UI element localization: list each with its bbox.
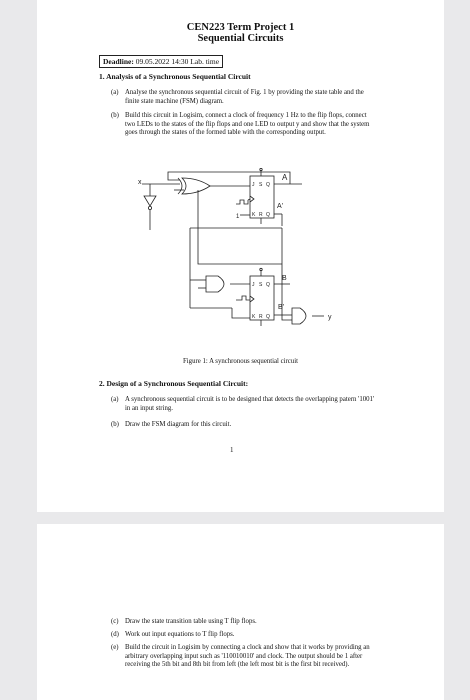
deadline-box	[99, 55, 223, 68]
ffb-pin-k: K	[252, 314, 256, 320]
item-1b-text: Build this circuit in Logisim, connect a clock of frequency 1 Hz to the flip flops, connect two LEDs to the states of the flip flops and one LED to output y and show that the system goes through the states of the formed table with the corresponding output.	[125, 112, 370, 137]
item-2e-text: Build the circuit in Logisim by connecting a clock and show that it works by providing an arbitrary overlapping input such as '110010010' and clock. The output should be 1 after receiving the 5th bit and 8th bit from left (the left most bit is the first bit received).	[125, 644, 370, 669]
item-1a-label: (a)	[111, 89, 119, 96]
ffb-pin-qbar: Q	[266, 314, 270, 320]
circuit-diagram	[132, 168, 342, 352]
item-2b-label: (b)	[111, 421, 119, 428]
ffa-pin-j: J	[252, 182, 255, 188]
label-A-bar: A'	[277, 203, 284, 210]
item-2c-text: Draw the state transition table using T flip flops.	[125, 618, 257, 625]
item-2d-label: (d)	[111, 631, 119, 638]
figure-caption: Figure 1: A synchronous sequential circuit	[183, 358, 298, 365]
ffb-pin-j: J	[252, 282, 255, 288]
label-B: B	[282, 275, 287, 282]
section-1-heading: 1. Analysis of a Synchronous Sequential Circuit	[99, 72, 251, 81]
ffb-pin-s: S	[259, 282, 263, 288]
deadline-label: Deadline:	[103, 57, 134, 66]
item-1a	[111, 89, 377, 109]
item-2d	[111, 631, 377, 641]
doc-title: CEN223 Term Project 1	[186, 22, 295, 33]
item-2a-text: A synchronous sequential circuit is to be designed that detects the overlapping patern '1001' in an input string.	[125, 396, 375, 412]
item-2c	[111, 618, 377, 628]
item-1b-label: (b)	[111, 112, 119, 119]
item-2b	[111, 421, 377, 431]
item-2e-label: (e)	[111, 644, 119, 651]
item-2d-text: Work out input equations to T flip flops.	[125, 631, 235, 638]
item-2b-text: Draw the FSM diagram for this circuit.	[125, 421, 232, 428]
item-2a-label: (a)	[111, 396, 119, 403]
doc-subtitle: Sequential Circuits	[197, 33, 284, 44]
item-2a	[111, 396, 377, 416]
ffa-pin-q: Q	[266, 182, 270, 188]
item-1a-text: Analyse the synchronous sequential circuit of Fig. 1 by providing the state table and the finite state machine (FSM) diagram.	[125, 89, 364, 105]
label-B-bar: B'	[278, 304, 285, 311]
label-one: 1	[236, 214, 240, 220]
page-number: 1	[230, 446, 234, 454]
ffb-pin-r: R	[259, 314, 263, 320]
item-2c-label: (c)	[111, 618, 119, 625]
document-page-2	[37, 524, 444, 700]
ffa-pin-r: R	[259, 212, 263, 218]
ffa-pin-qbar: Q	[266, 212, 270, 218]
section-2-heading: 2. Design of a Synchronous Sequential Circuit:	[99, 379, 249, 388]
ffa-pin-k: K	[252, 212, 256, 218]
label-x: x	[138, 179, 142, 186]
label-A: A	[282, 173, 288, 182]
document-page-1	[37, 0, 444, 512]
item-2e	[111, 644, 377, 689]
label-y: y	[328, 314, 332, 321]
ffb-pin-q: Q	[266, 282, 270, 288]
deadline-value: 09.05.2022 14:30 Lab. time	[133, 57, 220, 66]
ffa-pin-s: S	[259, 182, 263, 188]
item-1b	[111, 112, 377, 162]
